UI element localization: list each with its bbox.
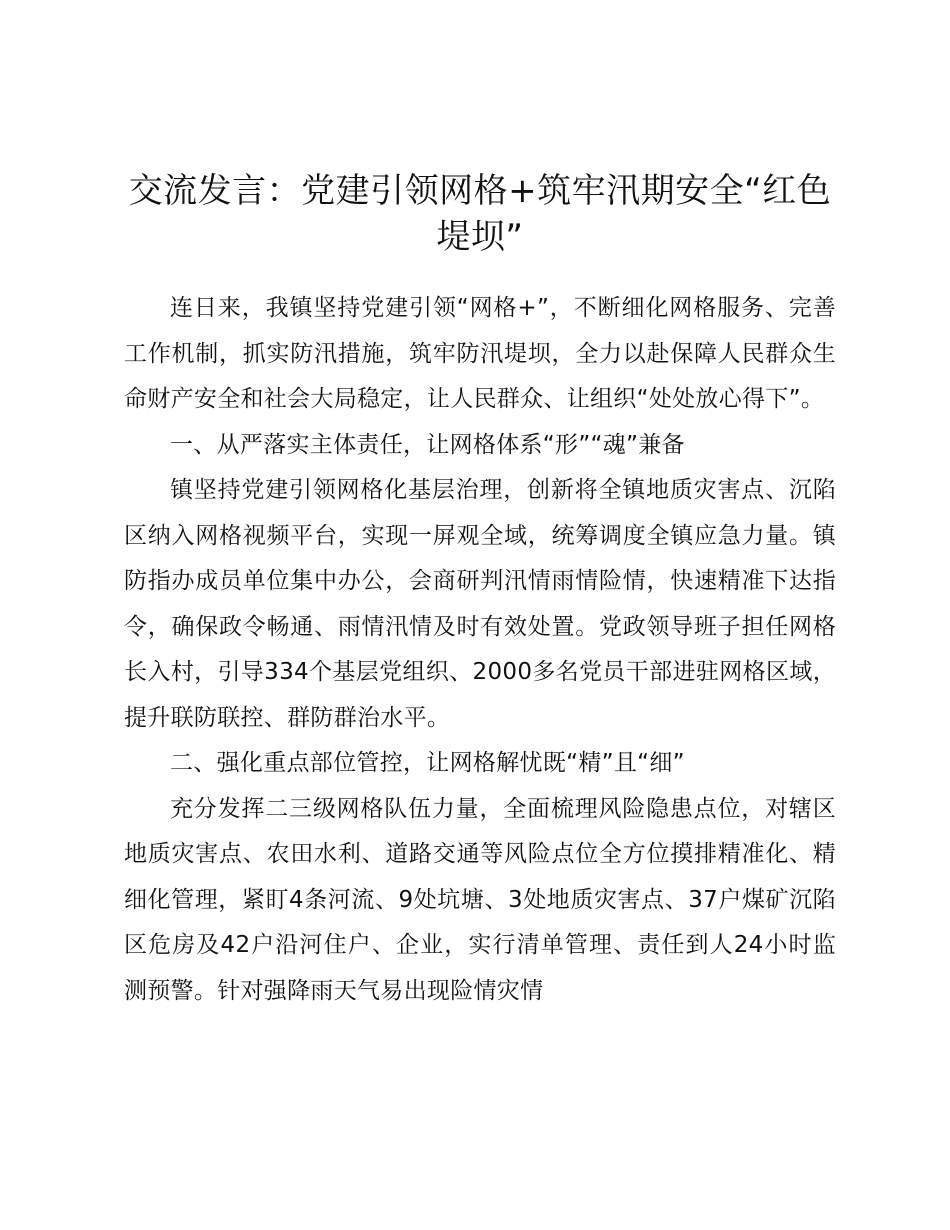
section-2-body: 充分发挥二三级网格队伍力量，全面梳理风险隐患点位，对辖区地质灾害点、农田水利、道路交通等风险点位全方位摸排精准化、精细化管理，紧盯4条河流、9处坑塘、3处地质灾害点、37户煤矿沉陷区危房及42户沿河住户、企业，实行清单管理、责任到人24小时监测预警。针对强降雨天气易出现险情灾情 <box>124 795 836 1004</box>
section-1-body: 镇坚持党建引领网格化基层治理，创新将全镇地质灾害点、沉陷区纳入网格视频平台，实现一屏观全域，统筹调度全镇应急力量。镇防指办成员单位集中办公，会商研判汛情雨情险情，快速精准下达指令，确保政令畅通、雨情汛情及时有效处置。党政领导班子担任网格长入村，引导334个基层党组织、2000多名党员干部进驻网格区域，提升联防联控、群防群治水平。 <box>124 477 836 731</box>
intro-paragraph: 连日来，我镇坚持党建引领“网格+”，不断细化网格服务、完善工作机制，抓实防汛措施，筑牢防汛堤坝，全力以赴保障人民群众生命财产安全和社会大局稳定，让人民群众、让组织“处处放心得下”。 <box>124 295 836 412</box>
section-2-heading: 二、强化重点部位管控，让网格解忧既“精”且“细” <box>170 750 685 776</box>
section-1-heading: 一、从严落实主体责任，让网格体系“形”“魂”兼备 <box>170 431 685 458</box>
document-title: 交流发言：党建引领网格+筑牢汛期安全“红色堤坝” <box>128 171 832 257</box>
document-content <box>124 168 836 1014</box>
